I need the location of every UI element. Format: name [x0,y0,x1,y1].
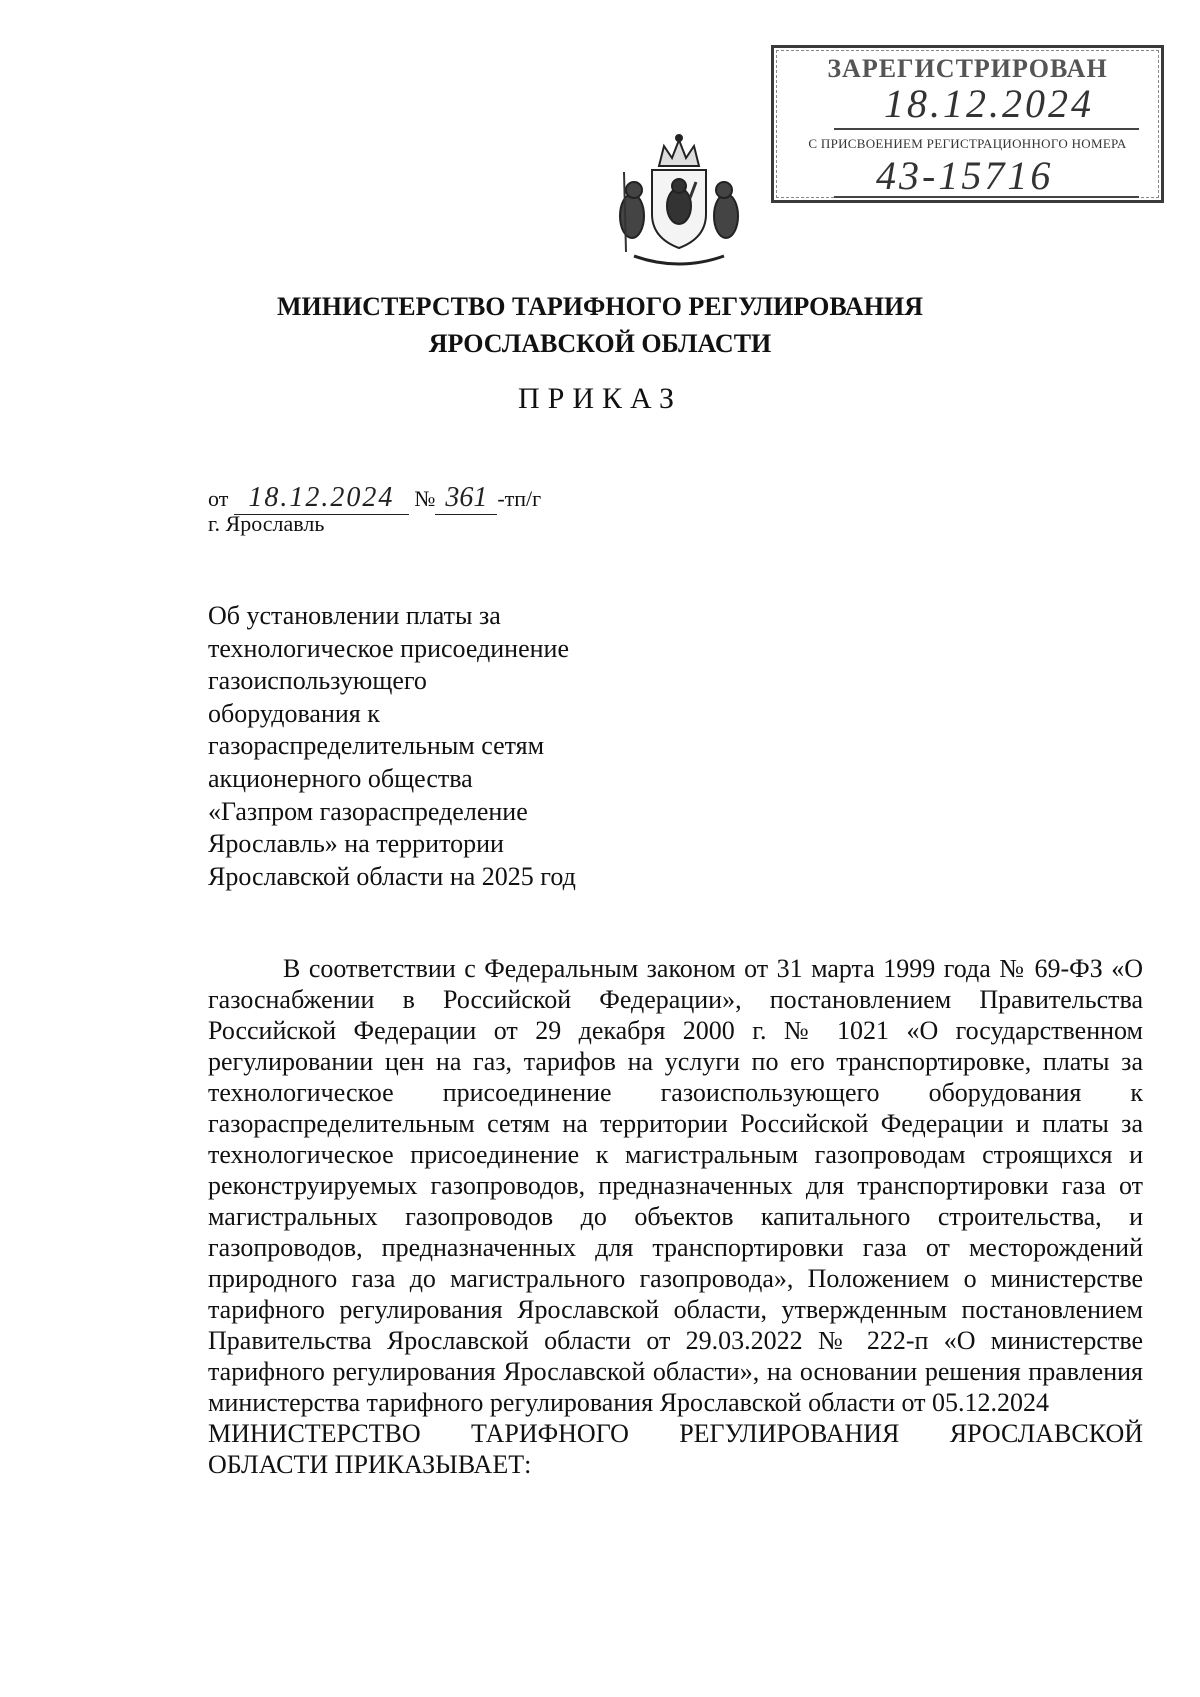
order-suffix: -тп/г [497,486,542,511]
number-label: № [414,486,436,511]
body-paragraph: В соответствии с Федеральным законом от 31 марта 1999 года № 69-ФЗ «О газоснабжении в Российской Федерации», постановлением Правительства Российской Федерации от 29 декабря 2000 г. № 1021 «О государственном регулировании цен на газ, тарифов на услуги по его транспортировке, платы за технологическое присоединение газоиспользующего оборудования к газораспределительным сетям на территории Российской Федерации и платы за технологическое присоединение к магистральным газопроводам строящихся и реконструируемых газопроводов, предназначенных для транспортировки газа от магистральных газопроводов до объектов капитального строительства, и газопроводов, предназначенных для транспортировки газа от месторождений природного газа до магистрального газопровода», Положением о министерстве тарифного регулирования Ярославской области, утвержденным постановлением Правительства Ярославской области от 29.03.2022 № 222-п «О министерстве тарифного регулирования Ярославской области», на основании решения правления министерства тарифного регулирования Ярославской области от 05.12.2024 [208,954,1143,1417]
ministry-title-line: МИНИСТЕРСТВО ТАРИФНОГО РЕГУЛИРОВАНИЯ [276,292,924,321]
order-body [208,953,1143,1480]
order-number: 361 [435,482,497,515]
registration-stamp [771,45,1164,203]
subject-line: «Газпром газораспределение [208,796,528,826]
stamp-divider [834,196,1139,198]
closing-line: МИНИСТЕРСТВО ТАРИФНОГО РЕГУЛИРОВАНИЯ ЯРОСЛАВСКОЙ [208,1419,1143,1448]
subject-line: технологическое присоединение [208,633,570,663]
subject-line: Ярославской области на 2025 год [208,861,576,891]
subject-line: акционерного общества [208,763,473,793]
stamp-title: ЗАРЕГИСТРИРОВАН [827,54,1108,83]
closing-line: ОБЛАСТИ ПРИКАЗЫВАЕТ: [208,1450,532,1479]
subject-line: оборудования к [208,698,380,728]
stamp-divider [834,128,1139,130]
stamp-date: 18.12.2024 [884,81,1094,126]
ministry-title [0,288,1200,362]
stamp-subtitle: С ПРИСВОЕНИЕМ РЕГИСТРАЦИОННОГО НОМЕРА [808,136,1127,151]
ministry-title-line: ЯРОСЛАВСКОЙ ОБЛАСТИ [428,329,772,358]
subject-line: газораспределительным сетям [208,731,545,761]
order-date: 18.12.2024 [234,482,409,515]
stamp-registration-number: 43-15716 [876,153,1054,198]
document-type: ПРИКАЗ [518,382,682,415]
order-subject [208,600,628,893]
subject-line: Ярославль» на территории [208,829,504,859]
subject-line: Об установлении платы за [208,601,501,630]
coat-of-arms-icon [604,132,754,272]
city: г. Ярославль [208,511,325,536]
from-label: от [208,486,229,511]
subject-line: газоиспользующего [208,666,427,696]
